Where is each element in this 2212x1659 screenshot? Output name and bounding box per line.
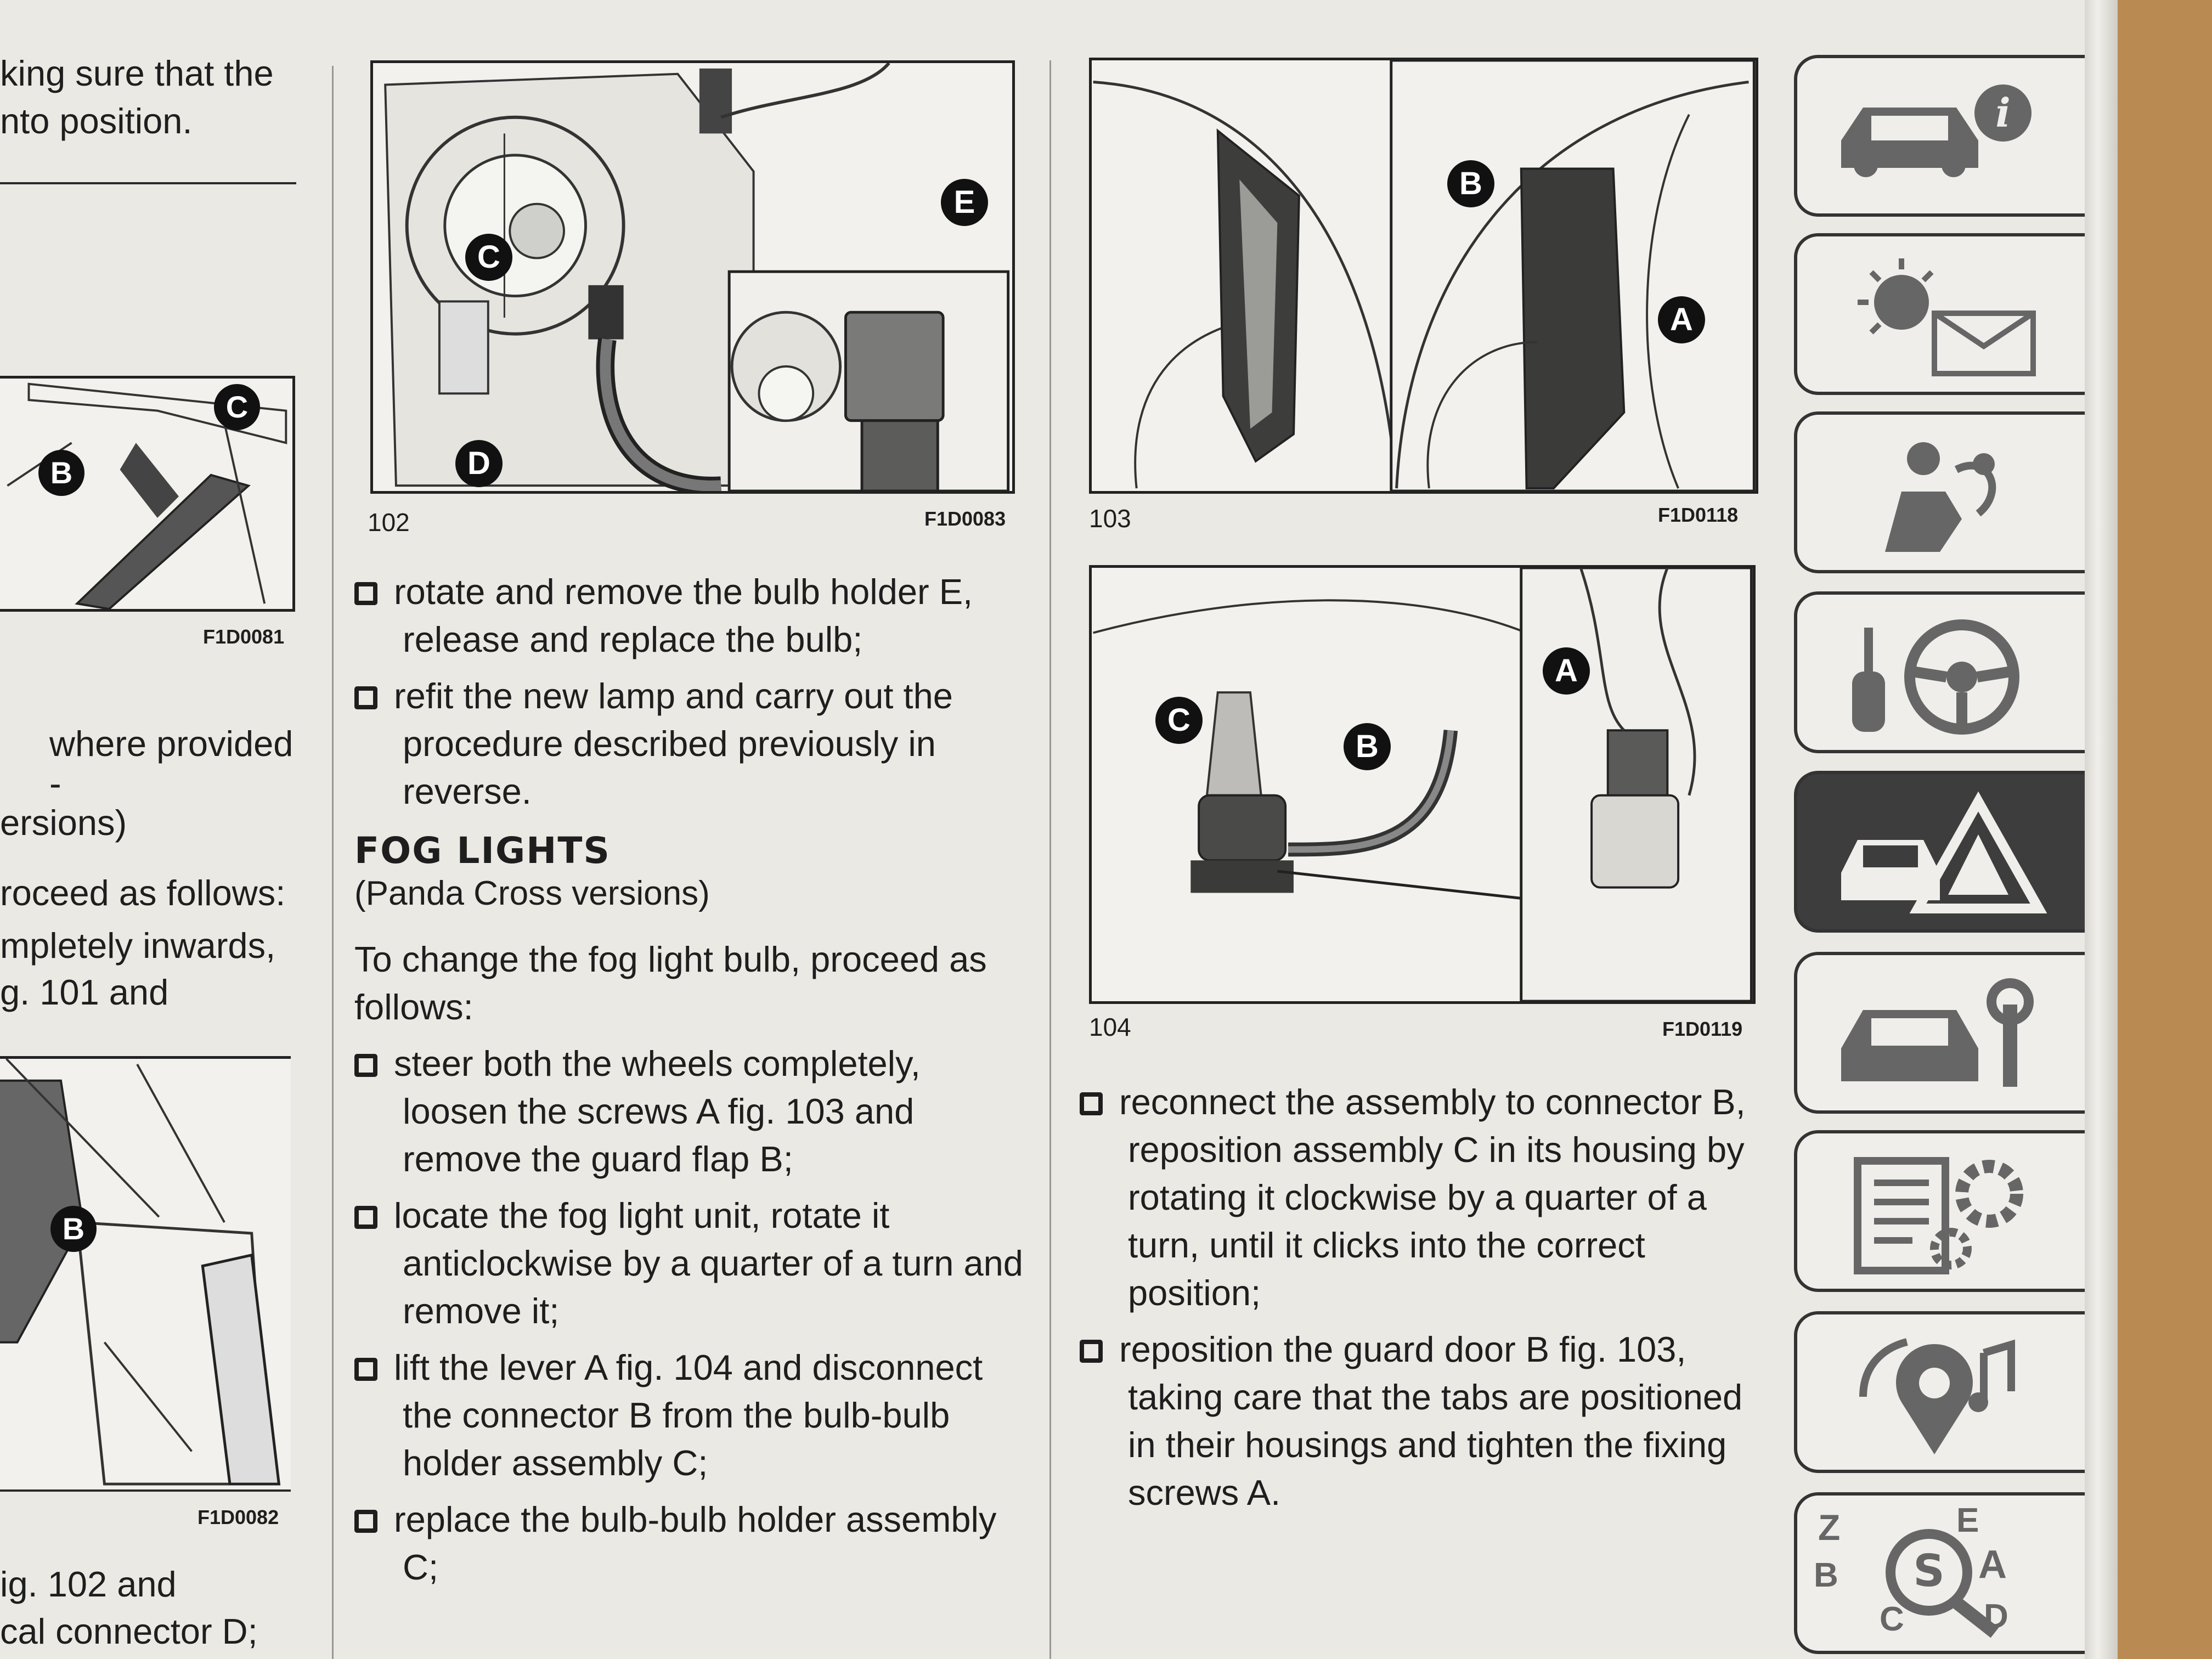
fig101-code: F1D0081 (203, 625, 285, 648)
airbag-seat-icon (1819, 431, 2050, 557)
callout-b-fig104: B (1344, 723, 1391, 770)
tab-car-warning[interactable] (1794, 771, 2090, 933)
figure-102-drawing (373, 63, 1012, 491)
checkbox-bullet-icon (1080, 1092, 1103, 1115)
callout-c-fig104: C (1155, 697, 1203, 744)
tab-sun-envelope[interactable] (1794, 233, 2090, 395)
figure-col1-bottom-drawing (0, 1059, 291, 1489)
fig102-code: F1D0083 (924, 507, 1006, 530)
index-letter-c: C (1880, 1600, 1904, 1638)
column-1-bottom (0, 1561, 307, 1655)
checkbox-bullet-icon (354, 686, 377, 709)
fig104-number: 104 (1089, 1013, 1131, 1041)
callout-a-fig104: A (1543, 647, 1590, 695)
callout-a-fig103: A (1658, 296, 1705, 343)
col1-mid-line-3: roceed as follows: (0, 873, 286, 913)
col1-mid-line-5: g. 101 and (0, 972, 169, 1012)
car-warning-triangle-icon (1819, 791, 2050, 917)
callout-c-fig101: C (214, 384, 260, 430)
fog-lights-heading: FOG LIGHTS (354, 830, 611, 872)
col1-fig-bottom-rule (0, 1489, 291, 1492)
fig103-code: F1D0118 (1658, 504, 1739, 526)
tab-index-search[interactable] (1794, 1492, 2090, 1654)
page-edge (2085, 0, 2118, 1659)
checkbox-bullet-icon (354, 1358, 377, 1381)
figure-103 (1089, 58, 1758, 494)
col2-step-3: lift the lever A fig. 104 and disconnect the connector B from the bulb-bulb holder assembly C; (354, 1344, 1035, 1487)
checkbox-bullet-icon (354, 1054, 377, 1077)
figure-104 (1089, 565, 1756, 1004)
col1-top-line-2: nto position. (0, 101, 193, 141)
col3-step-2: reposition the guard door B fig. 103, taking care that the tabs are positioned in their housings and tighten the fixing screws A. (1080, 1325, 1760, 1516)
callout-c-fig102: C (465, 234, 512, 281)
col1-top-line-1: king sure that the (0, 53, 274, 93)
document-gear-icon (1819, 1150, 2050, 1276)
checkbox-bullet-icon (1080, 1340, 1103, 1363)
figure-103-drawing (1092, 60, 1756, 491)
callout-b-col1-bottom: B (50, 1206, 97, 1252)
index-search-icon (1819, 1512, 2050, 1638)
svg-text:i: i (1995, 89, 2011, 136)
callout-b-fig101: B (38, 450, 84, 496)
fig102-number: 102 (368, 508, 410, 537)
tab-media-location[interactable] (1794, 1311, 2090, 1473)
callout-b-fig103: B (1447, 160, 1494, 207)
column-2-text (354, 568, 1035, 1600)
col3-step-1: reconnect the assembly to connector B, reposition assembly C in its housing by rotating it clockwise by a quarter of a turn, until it clicks into the correct position; (1080, 1078, 1760, 1317)
tab-document-gear[interactable] (1794, 1130, 2090, 1292)
figure-104-drawing (1092, 568, 1753, 1001)
column-3-text (1080, 1078, 1760, 1525)
col1-mid-line-1: where provided - (49, 724, 294, 803)
col1-bot-line-2: cal connector D; (0, 1611, 258, 1651)
col2-bullet-1: rotate and remove the bulb holder E, release and replace the bulb; (354, 568, 1035, 663)
figure-102 (370, 60, 1015, 494)
col2-step-2: locate the fog light unit, rotate it anticlockwise by a quarter of a turn and remove it; (354, 1192, 1035, 1335)
car-wrench-icon (1819, 972, 2050, 1098)
checkbox-bullet-icon (354, 582, 377, 605)
checkbox-bullet-icon (354, 1206, 377, 1229)
callout-d-fig102: D (455, 440, 503, 487)
figure-col1-bottom (0, 1056, 291, 1489)
col1-fig-code-2: F1D0082 (198, 1506, 279, 1528)
car-info-icon (1819, 75, 2050, 201)
column-1 (0, 49, 307, 145)
column-separator-2 (1049, 60, 1051, 1659)
svg-text:S: S (1913, 1545, 1945, 1596)
index-letter-z: Z (1818, 1507, 1841, 1548)
fig103-number: 103 (1089, 504, 1131, 533)
col2-step-4: replace the bulb-bulb holder assembly C; (354, 1496, 1035, 1591)
index-letter-a: A (1978, 1543, 2007, 1587)
checkbox-bullet-icon (354, 1510, 377, 1533)
fig104-code: F1D0119 (1662, 1018, 1743, 1040)
col1-divider (0, 182, 296, 184)
tab-car-wrench[interactable] (1794, 952, 2090, 1114)
fog-lights-intro: To change the fog light bulb, proceed as follows: (354, 939, 987, 1027)
col2-bullet-2: refit the new lamp and carry out the procedure described previously in reverse. (354, 672, 1035, 815)
media-location-icon (1819, 1331, 2050, 1457)
col1-mid-line-4: mpletely inwards, (0, 926, 276, 966)
sun-envelope-icon (1819, 253, 2050, 379)
index-letter-b: B (1814, 1556, 1838, 1594)
col1-mid-line-2: ersions) (0, 803, 127, 843)
col1-bot-line-1: ig. 102 and (0, 1564, 177, 1604)
index-letter-e: E (1956, 1502, 1979, 1539)
index-letter-d: D (1984, 1598, 2008, 1635)
column-separator-1 (332, 66, 334, 1659)
tab-key-steering[interactable] (1794, 591, 2090, 753)
key-steering-icon (1819, 611, 2050, 737)
callout-e-fig102: E (941, 179, 988, 226)
tab-airbag-seat[interactable] (1794, 411, 2090, 573)
col2-step-1: steer both the wheels completely, loosen the screws A fig. 103 and remove the guard flap B; (354, 1040, 1035, 1183)
tab-car-info[interactable] (1794, 55, 2090, 217)
column-1-middle (0, 724, 307, 1014)
fog-lights-subheading: (Panda Cross versions) (354, 874, 710, 912)
